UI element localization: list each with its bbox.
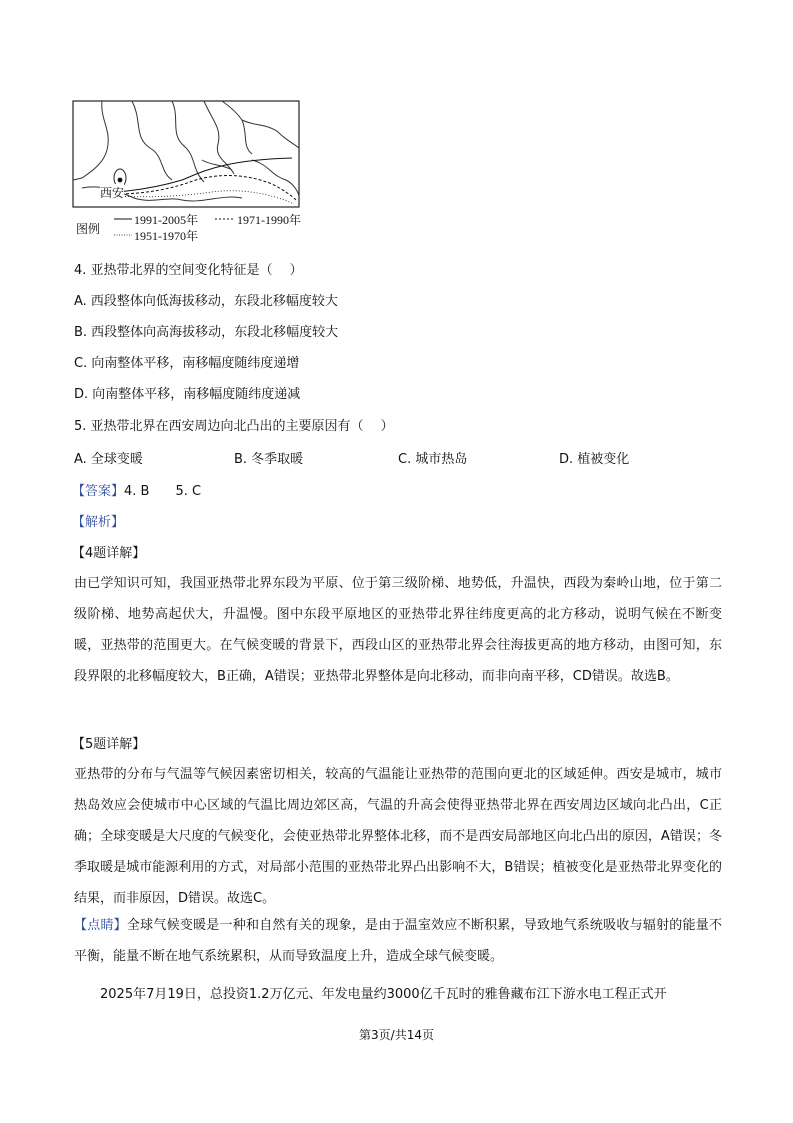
xian-label: 西安 — [100, 186, 125, 200]
answer-text: 4. B 5. C — [124, 484, 202, 499]
q5-stem: 5. 亚热带北界在西安周边向北凸出的主要原因有（ ） — [74, 419, 394, 434]
answer-label: 【答案】 — [72, 484, 125, 499]
tip-body: 全球气候变暖是一种和自然有关的现象，是由于温室效应不断积累，导致地气系统吸收与辐射的能量不平衡，能量不断在地气系统累积，从而导致温度上升，造成全球气候变暖。 — [74, 918, 722, 964]
q4-option-a: A. 西段整体向低海拔移动，东段北移幅度较大 — [74, 294, 338, 309]
q4-stem: 4. 亚热带北界的空间变化特征是（ ） — [74, 263, 303, 278]
q4-detail-body: 由已学知识可知，我国亚热带北界东段为平原、位于第三级阶梯、地势低，升温快，西段为秦岭山地，位于第二级阶梯、地势高起伏大，升温慢。图中东段平原地区的亚热带北界往纬度更高的北方移动，说明气候在不断变暖，亚热带的范围更大。在气候变暖的背景下，西段山区的亚热带北界会往海拔更高的地方移动，由图可知，东段界限的北移幅度较大，B正确，A错误；亚热带北界整体是向北移动，而非向南平移，CD错误。故选B。 — [74, 576, 722, 684]
legend-1991-2005: 1991-2005年 — [134, 213, 198, 227]
legend-title: 图例 — [76, 222, 101, 236]
q4-option-b: B. 西段整体向高海拔移动，东段北移幅度较大 — [74, 325, 339, 340]
q4-detail-title: 【4题详解】 — [72, 546, 146, 561]
q5-detail-title: 【5题详解】 — [72, 737, 146, 752]
answer-line — [72, 483, 201, 501]
q5-detail-body: 亚热带的分布与气温等气候因素密切相关，较高的气温能让亚热带的范围向更北的区域延伸。西安是城市，城市热岛效应会使城市中心区域的气温比周边郊区高，气温的升高会使得亚热带北界在西安周边区域向北凸出，C正确；全球变暖是大尺度的气候变化，会使亚热带北界整体北移，而不是西安局部地区向北凸出的原因，A错误；冬季取暖是城市能源利用的方式，对局部小范围的亚热带北界凸出影响不大，B错误；植被变化是亚热带北界变化的结果，而非原因，D错误。故选C。 — [74, 767, 722, 906]
q5-option-a: A. 全球变暖 — [74, 452, 143, 467]
page-footer: 第3页/共14页 — [359, 1028, 434, 1042]
boundary-map-figure — [72, 100, 312, 243]
q5-option-d: D. 植被变化 — [559, 452, 630, 467]
q4-option-d: D. 向南整体平移，南移幅度随纬度递减 — [74, 387, 301, 402]
tip-paragraph — [74, 910, 722, 972]
analysis-label: 【解析】 — [72, 515, 125, 530]
legend-1971-1990: 1971-1990年 — [237, 213, 301, 227]
legend-1951-1970: 1951-1970年 — [134, 229, 198, 243]
q5-option-b: B. 冬季取暖 — [234, 452, 304, 467]
next-paragraph: 2025年7月19日，总投资1.2万亿元、年发电量约3000亿千瓦时的雅鲁藏布江下游水电工程正式开 — [100, 987, 667, 1002]
q5-option-c: C. 城市热岛 — [398, 452, 468, 467]
q4-option-c: C. 向南整体平移，南移幅度随纬度递增 — [74, 356, 300, 371]
tip-label: 【点睛】 — [74, 918, 127, 933]
